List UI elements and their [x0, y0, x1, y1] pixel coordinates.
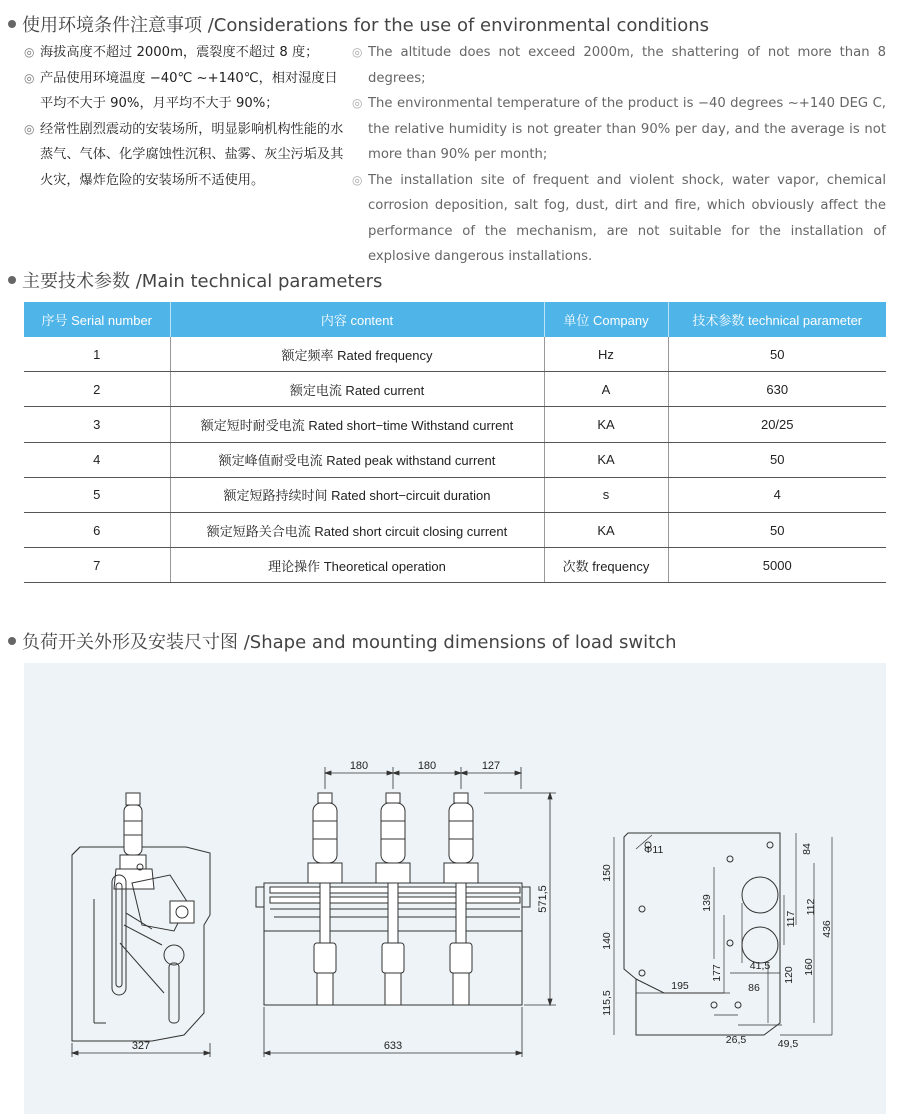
- cell-content: 额定电流 Rated current: [170, 372, 544, 407]
- en-item-text: The environmental temperature of the product is −40 degrees ~+140 DEG C, the relative humidity is not greater than 90% per day, and the average is not more than 90% per month;: [368, 96, 886, 162]
- cell-serial: 2: [24, 372, 170, 407]
- dim-150-label: 150: [601, 864, 613, 882]
- dim-side-width-label: 327: [131, 1040, 151, 1052]
- table-row: [24, 407, 886, 442]
- conditions-english-list: [352, 40, 886, 270]
- list-item: [24, 117, 344, 194]
- dim-177-label: 177: [711, 964, 723, 982]
- column-header: 技术参数 technical parameter: [668, 302, 886, 337]
- bullet-dot-icon: [8, 276, 16, 284]
- zh-item-text: 海拔高度不超过 2000m，震裂度不超过 8 度；: [40, 45, 319, 60]
- dim-26-label: 26,5: [725, 1034, 747, 1046]
- cell-value: 50: [668, 442, 886, 477]
- cell-content: 额定频率 Rated frequency: [170, 337, 544, 372]
- list-item: [24, 66, 344, 117]
- cell-serial: 3: [24, 407, 170, 442]
- dim-pitch-1-label: 180: [349, 760, 369, 772]
- dim-front-width-label: 633: [383, 1040, 403, 1052]
- cell-value: 50: [668, 512, 886, 547]
- en-item-text: The altitude does not exceed 2000m, the shattering of not more than 8 degrees;: [368, 45, 886, 86]
- dim-front-height-label: 571,5: [537, 885, 549, 913]
- dim-195-label: 195: [671, 980, 689, 992]
- cell-value: 630: [668, 372, 886, 407]
- cell-value: 50: [668, 337, 886, 372]
- list-item: [352, 40, 886, 91]
- circle-bullet-icon: ◎: [352, 45, 363, 59]
- drawing-panel: [24, 663, 886, 1114]
- cell-unit: KA: [544, 407, 668, 442]
- table-row: [24, 548, 886, 583]
- circle-bullet-icon: ◎: [352, 96, 363, 110]
- cell-unit: Hz: [544, 337, 668, 372]
- bullet-dot-icon: [8, 20, 16, 28]
- column-header: 单位 Company: [544, 302, 668, 337]
- table-row: [24, 477, 886, 512]
- cell-value: 4: [668, 477, 886, 512]
- cell-serial: 7: [24, 548, 170, 583]
- conditions-title-text: 使用环境条件注意事项 /Considerations for the use of environmental conditions: [22, 15, 710, 36]
- list-item: [24, 40, 344, 66]
- dim-160-label: 160: [803, 958, 815, 976]
- cell-serial: 5: [24, 477, 170, 512]
- parameters-title-text: 主要技术参数 /Main technical parameters: [22, 271, 383, 292]
- dim-86-label: 86: [748, 982, 760, 994]
- circle-bullet-icon: ◎: [352, 172, 363, 187]
- cell-serial: 1: [24, 337, 170, 372]
- cell-unit: KA: [544, 442, 668, 477]
- circle-bullet-icon: ◎: [24, 70, 35, 85]
- dim-pitch-2-label: 180: [417, 760, 437, 772]
- list-item: [352, 168, 886, 270]
- section-title-dimensions: [8, 628, 677, 654]
- circle-bullet-icon: ◎: [24, 121, 35, 136]
- mounting-dimension-lines: [614, 833, 832, 1035]
- dim-49-label: 49,5: [777, 1038, 799, 1050]
- table-header-row: [24, 302, 886, 337]
- cell-content: 额定短时耐受电流 Rated short−time Withstand current: [170, 407, 544, 442]
- cell-content: 额定短路持续时间 Rated short−circuit duration: [170, 477, 544, 512]
- cell-content: 额定峰值耐受电流 Rated peak withstand current: [170, 442, 544, 477]
- bullet-dot-icon: [8, 637, 16, 645]
- mounting-plate-drawing: [624, 833, 780, 1035]
- column-header: 序号 Serial number: [24, 302, 170, 337]
- dim-pitch-3-label: 127: [481, 760, 501, 772]
- cell-unit: s: [544, 477, 668, 512]
- cell-serial: 6: [24, 512, 170, 547]
- conditions-chinese-list: [24, 40, 344, 193]
- zh-item-text: 产品使用环境温度 −40℃ ~+140℃，相对湿度日平均不大于 90%，月平均不大于 90%；: [40, 70, 338, 111]
- column-header: 内容 content: [170, 302, 544, 337]
- dimensions-title-text: 负荷开关外形及安装尺寸图 /Shape and mounting dimensions of load switch: [22, 632, 677, 653]
- dim-139-label: 139: [701, 894, 713, 912]
- dim-112-label: 112: [805, 898, 817, 916]
- parameters-table: [24, 302, 886, 583]
- technical-drawing: [24, 663, 886, 1114]
- cell-value: 20/25: [668, 407, 886, 442]
- list-item: [352, 91, 886, 168]
- dim-117-label: 117: [785, 910, 797, 928]
- zh-item-text: 经常性剧烈震动的安装场所，明显影响机构性能的水蒸气、气体、化学腐蚀性沉积、盐雾、灰尘污垢及其火灾，爆炸危险的安装场所不适使用。: [40, 121, 344, 188]
- table-row: [24, 442, 886, 477]
- table-row: [24, 372, 886, 407]
- dim-84-label: 84: [801, 843, 813, 855]
- cell-content: 额定短路关合电流 Rated short circuit closing current: [170, 512, 544, 547]
- dim-hole-label: Φ11: [644, 844, 664, 856]
- en-item-text: The installation site of frequent and violent shock, water vapor, chemical corrosion deposition, salt fog, dust, dirt and fire, which obviously affect the performance of the mechanism, are not suitable for the installation of explosive dangerous installations.: [368, 172, 886, 264]
- cell-value: 5000: [668, 548, 886, 583]
- table-row: [24, 337, 886, 372]
- cell-unit: A: [544, 372, 668, 407]
- section-title-conditions: [8, 11, 709, 37]
- section-title-parameters: [8, 267, 382, 293]
- cell-content: 理论操作 Theoretical operation: [170, 548, 544, 583]
- dim-140-label: 140: [601, 932, 613, 950]
- cell-unit: KA: [544, 512, 668, 547]
- cell-serial: 4: [24, 442, 170, 477]
- dim-436-label: 436: [821, 920, 833, 938]
- dim-120-label: 120: [783, 966, 795, 984]
- dim-115-label: 115,5: [601, 990, 613, 1016]
- circle-bullet-icon: ◎: [24, 45, 35, 59]
- side-view-drawing: [72, 793, 210, 1041]
- table-row: [24, 512, 886, 547]
- cell-unit: 次数 frequency: [544, 548, 668, 583]
- dim-41-label: 41,5: [749, 960, 771, 972]
